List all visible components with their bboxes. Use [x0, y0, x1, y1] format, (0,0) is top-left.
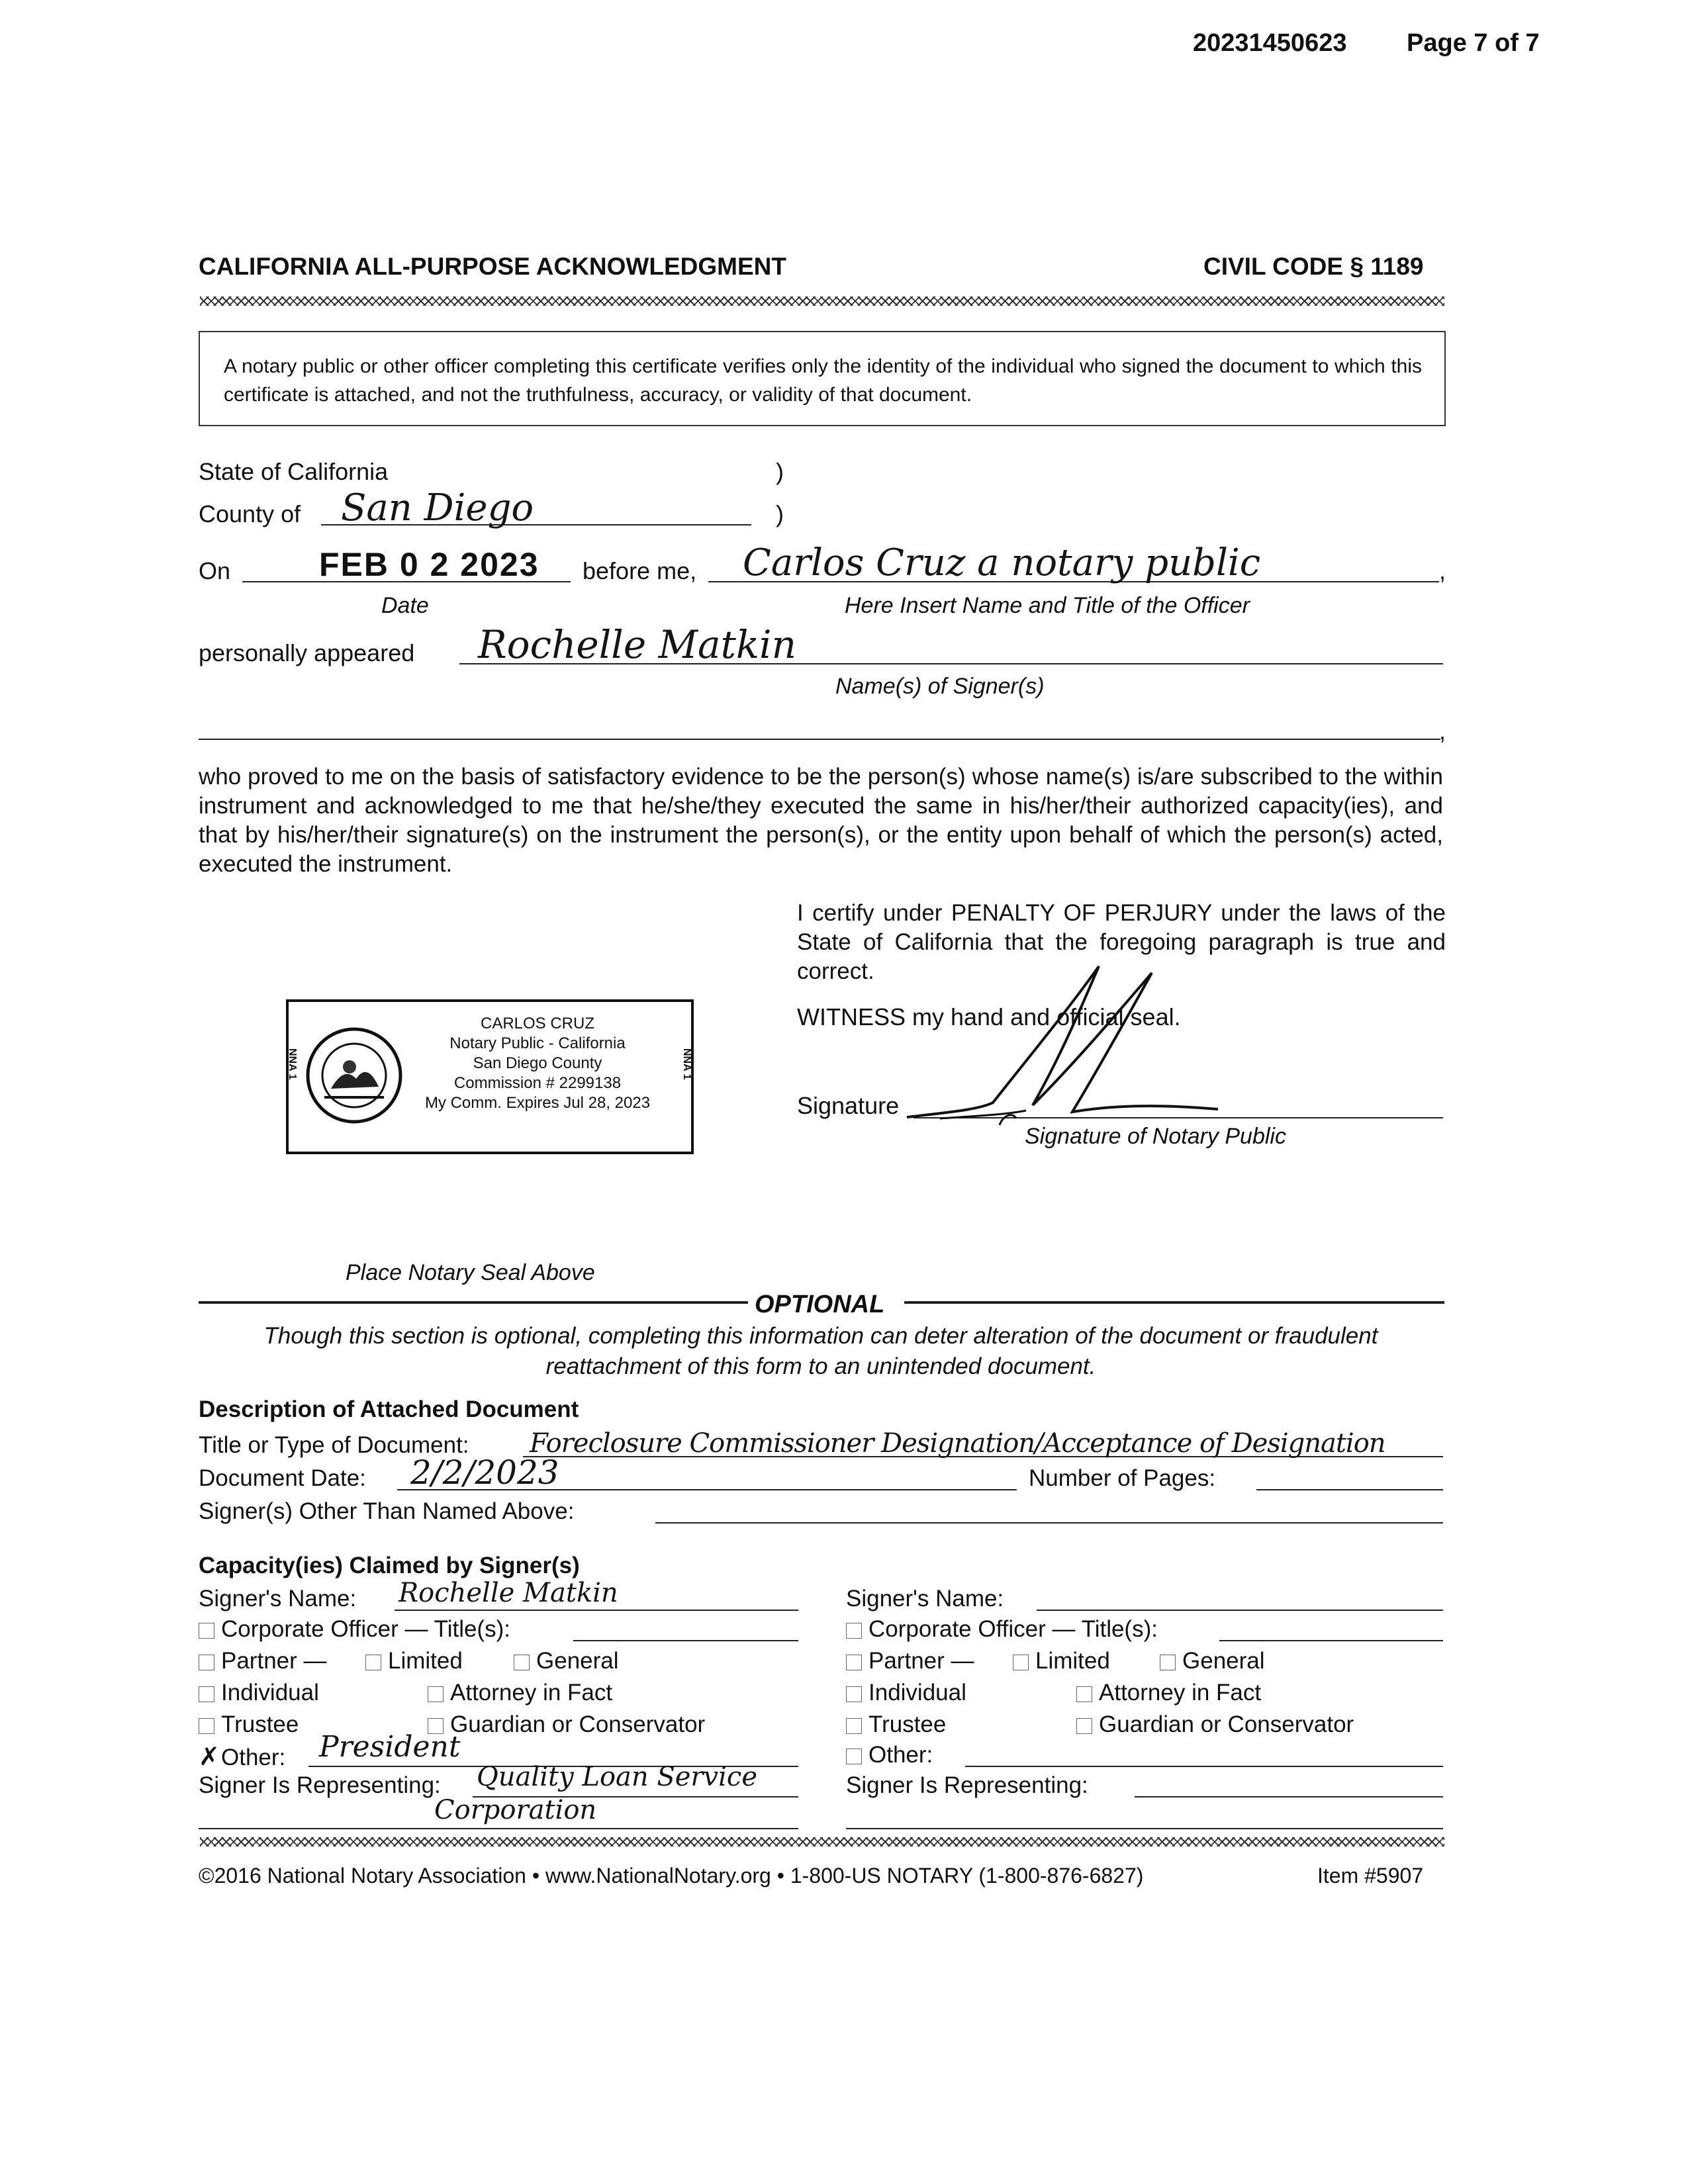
left-partner[interactable]: Partner — — [199, 1648, 327, 1674]
footer-copyright: ©2016 National Notary Association • www.NationalNotary.org • 1-800-US NOTARY (1-800-876-6827) — [199, 1864, 1144, 1888]
left-representing-value-2: Corporation — [434, 1795, 597, 1825]
stamp-county: San Diego County — [473, 1054, 602, 1072]
pages-line — [1256, 1489, 1443, 1490]
checkbox[interactable] — [514, 1655, 530, 1670]
checkbox[interactable] — [199, 1718, 214, 1734]
state-label: State of California — [199, 458, 389, 485]
right-individual[interactable]: Individual — [846, 1680, 966, 1706]
signature-caption: Signature of Notary Public — [1025, 1124, 1286, 1149]
document-number: 20231450623 — [1193, 29, 1347, 57]
checkbox[interactable] — [846, 1749, 862, 1764]
left-corporate-officer[interactable]: Corporate Officer — Title(s): — [199, 1616, 510, 1643]
right-partner[interactable]: Partner — — [846, 1648, 974, 1674]
optional-note: Though this section is optional, completing this information can deter alteration of the document or fraudulent reattachment of this form to an unintended document. — [263, 1323, 1378, 1379]
left-representing-label: Signer Is Representing: — [199, 1772, 441, 1798]
notary-stamp — [286, 999, 694, 1154]
decorative-border-top — [200, 296, 1444, 306]
stamp-side-text-left: NNA 1 — [287, 1048, 298, 1080]
doc-date-value: 2/2/2023 — [410, 1453, 559, 1492]
signature-label: Signature — [797, 1092, 900, 1119]
doc-date-label: Document Date: — [199, 1465, 366, 1491]
on-label: On — [199, 557, 231, 584]
right-trustee[interactable]: Trustee — [846, 1711, 946, 1738]
checkbox[interactable] — [1013, 1655, 1029, 1670]
stamp-title: Notary Public - California — [449, 1034, 626, 1052]
stamp-expiration: My Comm. Expires Jul 28, 2023 — [424, 1094, 651, 1112]
right-general[interactable]: General — [1160, 1648, 1265, 1674]
left-general[interactable]: General — [514, 1648, 619, 1674]
venue-paren-1: ) — [776, 458, 784, 485]
stamp-name: CARLOS CRUZ — [480, 1015, 595, 1032]
right-other[interactable]: Other: — [846, 1742, 933, 1768]
signer-line-2 — [199, 739, 1440, 740]
acknowledgment-date: FEB 0 2 2023 — [319, 546, 539, 583]
left-limited[interactable]: Limited — [365, 1648, 463, 1674]
other-signers-line — [655, 1522, 1443, 1524]
right-signer-name-label: Signer's Name: — [846, 1586, 1004, 1612]
signer-caption: Name(s) of Signer(s) — [835, 674, 1045, 699]
doc-title-value: Foreclosure Commissioner Designation/Acceptance of Designation — [530, 1428, 1385, 1459]
officer-name-title: Carlos Cruz a notary public — [743, 541, 1261, 584]
left-signer-name-line — [395, 1610, 798, 1611]
right-corporate-officer[interactable]: Corporate Officer — Title(s): — [846, 1616, 1158, 1643]
left-signer-name-label: Signer's Name: — [199, 1586, 357, 1612]
stamp-side-text-right: NNA 1 — [681, 1048, 692, 1080]
county-label: County of — [199, 500, 301, 527]
capacity-heading: Capacity(ies) Claimed by Signer(s) — [199, 1553, 580, 1578]
california-seal-icon — [305, 1026, 404, 1125]
decorative-border-bottom — [200, 1837, 1444, 1846]
checkbox[interactable] — [1160, 1655, 1176, 1670]
checkbox[interactable] — [365, 1655, 381, 1670]
page-indicator: Page 7 of 7 — [1407, 29, 1540, 57]
checkbox[interactable] — [846, 1718, 862, 1734]
right-representing-label: Signer Is Representing: — [846, 1772, 1088, 1798]
venue-paren-2: ) — [776, 500, 784, 527]
checkbox[interactable] — [199, 1655, 214, 1670]
acknowledgment-text: who proved to me on the basis of satisfactory evidence to be the person(s) whose name(s) is/are subscribed to the within instrument and acknowledged to me that he/she/they executed the same in his/her/their authorized capacity(ies), and that by his/her/their signature(s) on the instrument the person(s), or the entity upon behalf of which the person(s) acted, executed the instrument. — [199, 764, 1443, 877]
officer-caption: Here Insert Name and Title of the Officer — [845, 593, 1250, 618]
right-guardian[interactable]: Guardian or Conservator — [1076, 1711, 1354, 1738]
checked-mark-icon[interactable]: ✗ — [199, 1743, 220, 1771]
notice-box — [199, 331, 1446, 426]
county-value: San Diego — [341, 486, 534, 529]
seal-caption: Place Notary Seal Above — [346, 1260, 595, 1285]
before-me-label: before me, — [583, 557, 697, 584]
checkbox[interactable] — [428, 1686, 444, 1702]
pages-label: Number of Pages: — [1029, 1465, 1216, 1491]
left-other-value: President — [319, 1730, 461, 1764]
date-caption: Date — [381, 593, 429, 618]
optional-rule-right — [904, 1301, 1444, 1304]
left-other[interactable]: ✗Other: — [199, 1743, 286, 1771]
right-attorney[interactable]: Attorney in Fact — [1076, 1680, 1261, 1706]
left-individual[interactable]: Individual — [199, 1680, 319, 1706]
perjury-statement: I certify under PENALTY OF PERJURY under the laws of the State of California that the foregoing paragraph is true and correct. — [797, 900, 1446, 984]
checkbox[interactable] — [1076, 1718, 1092, 1734]
notice-text: A notary public or other officer completing this certificate verifies only the identity of the individual who signed the document to which this certificate is attached, and not the truthfulness, accuracy, or validity of that document. — [224, 355, 1422, 406]
notary-signature — [900, 953, 1231, 1138]
optional-label: OPTIONAL — [755, 1291, 885, 1318]
checkbox[interactable] — [846, 1655, 862, 1670]
witness-statement: WITNESS my hand and official seal. — [797, 1003, 1181, 1030]
right-limited[interactable]: Limited — [1013, 1648, 1110, 1674]
footer-item-number: Item #5907 — [1317, 1864, 1424, 1888]
checkbox[interactable] — [199, 1686, 214, 1702]
left-attorney[interactable]: Attorney in Fact — [428, 1680, 612, 1706]
left-signer-name-value: Rochelle Matkin — [399, 1578, 618, 1608]
signer-name: Rochelle Matkin — [478, 622, 796, 667]
appeared-label: personally appeared — [199, 639, 415, 666]
checkbox[interactable] — [199, 1623, 214, 1639]
optional-rule-left — [199, 1301, 748, 1304]
left-trustee[interactable]: Trustee — [199, 1711, 299, 1738]
left-representing-value: Quality Loan Service — [477, 1762, 758, 1792]
checkbox[interactable] — [846, 1686, 862, 1702]
doc-title-label: Title or Type of Document: — [199, 1432, 469, 1458]
checkbox[interactable] — [1076, 1686, 1092, 1702]
stamp-commission: Commission # 2299138 — [453, 1074, 622, 1092]
other-signers-label: Signer(s) Other Than Named Above: — [199, 1498, 575, 1524]
form-title: CALIFORNIA ALL-PURPOSE ACKNOWLEDGMENT — [199, 253, 786, 280]
checkbox[interactable] — [846, 1623, 862, 1639]
left-guardian[interactable]: Guardian or Conservator — [428, 1711, 705, 1738]
description-heading: Description of Attached Document — [199, 1396, 579, 1422]
civil-code: CIVIL CODE § 1189 — [1203, 253, 1424, 280]
